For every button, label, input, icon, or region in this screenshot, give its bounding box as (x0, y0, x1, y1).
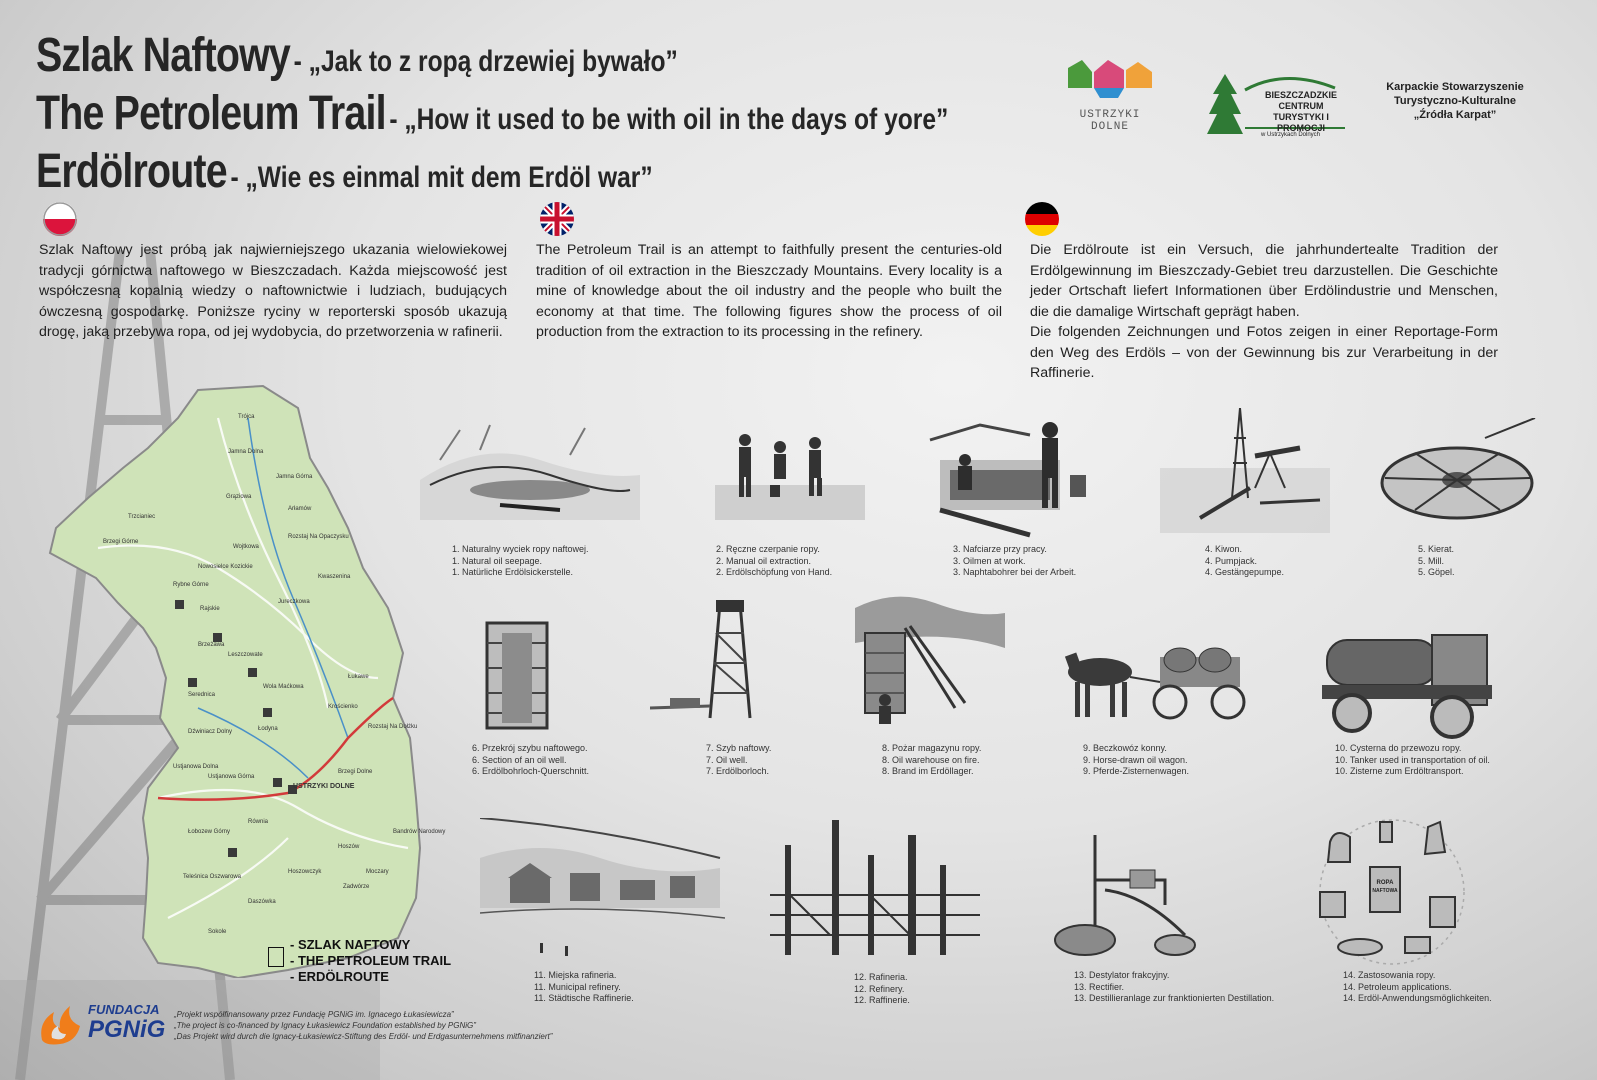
fundacja-pgnig-logo (36, 1000, 166, 1046)
map-place-label: Serednica (188, 692, 216, 698)
caption-8-de: 8. Brand im Erdöllager. (882, 766, 974, 776)
centrum-line-1: BIESZCZADZKIE (1265, 90, 1337, 100)
intro-german (1030, 240, 1498, 384)
caption-9 (1083, 743, 1189, 778)
caption-5-pl: 5. Kierat. (1418, 544, 1455, 554)
german-flag-icon (1025, 202, 1059, 236)
map-place-label: Leszczowate (228, 652, 263, 658)
illustration-oilmen-at-work (920, 410, 1100, 540)
caption-1-en: 1. Natural oil seepage. (452, 555, 543, 566)
map-place-label: Hoszowczyk (288, 869, 322, 875)
caption-2-de: 2. Erdölschöpfung von Hand. (716, 567, 833, 577)
caption-4-de: 4. Gestängepumpe. (1205, 567, 1285, 577)
illustration-tanker (1322, 625, 1497, 740)
centrum-logo-subtext: w Ustrzykach Dolnych (1261, 132, 1321, 138)
caption-5 (1418, 544, 1455, 579)
funding-note-en: „The project is co-financed by Ignacy Łukasiewicz Foundation established by PGNiG” (174, 1021, 476, 1030)
caption-8-en: 8. Oil warehouse on fire. (882, 754, 980, 765)
caption-2-en: 2. Manual oil extraction. (716, 555, 812, 566)
caption-14-en: 14. Petroleum applications. (1343, 981, 1452, 992)
map-place-label: Jureczkowa (278, 599, 310, 605)
map-place-label: Rozstaj Na Dołżku (368, 724, 418, 730)
caption-8 (882, 743, 981, 778)
map-place-label: Hoszów (338, 844, 360, 850)
intro-english: The Petroleum Trail is an attempt to faithfully present the centuries-old tradition of oil extraction in the Bieszczady Mountains. Every locality is a mine of knowledge about the oil industry and the people who built the economy at that time. The following figures show the process of oil production from the extraction to its processing in the refinery. (536, 242, 1002, 340)
title-german-sub: - „Wie es einmal mit dem Erdöl war” (230, 161, 653, 194)
caption-12-pl: 12. Rafineria. (854, 972, 908, 982)
map-place-label: Bandrów Narodowy (393, 829, 446, 835)
map-place-label: Rozstaj Na Opaczysku (288, 534, 349, 540)
caption-9-pl: 9. Beczkowóz konny. (1083, 743, 1167, 753)
karpackie-stowarzyszenie-logo (1360, 80, 1550, 122)
caption-12 (854, 972, 910, 1007)
map-place-label: Ustjanowa Górna (208, 774, 255, 780)
caption-5-de: 5. Göpel. (1418, 567, 1455, 577)
illustration-mill (1375, 418, 1540, 528)
map-place-label: Trzcianiec (128, 514, 156, 520)
illustration-oil-well (650, 598, 810, 723)
caption-3-pl: 3. Nafciarze przy pracy. (953, 544, 1047, 554)
caption-13-de: 13. Destillieranlage zur franktionierten Destillation. (1074, 993, 1275, 1003)
karpackie-line-3: „Źródła Karpat” (1413, 109, 1497, 121)
caption-12-en: 12. Refinery. (854, 983, 905, 994)
caption-8-pl: 8. Pożar magazynu ropy. (882, 743, 982, 753)
map-place-label: Jamna Górna (276, 474, 313, 480)
caption-7-pl: 7. Szyb naftowy. (706, 743, 772, 753)
caption-3 (953, 544, 1076, 579)
title-polish (36, 28, 678, 83)
map-place-label: Równia (248, 819, 269, 825)
caption-9-en: 9. Horse-drawn oil wagon. (1083, 754, 1188, 765)
uk-flag-icon (540, 202, 574, 236)
caption-13 (1074, 970, 1274, 1005)
caption-10 (1335, 743, 1490, 778)
caption-1-pl: 1. Naturalny wyciek ropy naftowej. (452, 544, 589, 554)
map-place-label: Brzegi Górne (103, 539, 139, 545)
caption-13-en: 13. Rectifier. (1074, 981, 1125, 992)
caption-3-en: 3. Oilmen at work. (953, 555, 1026, 566)
caption-3-de: 3. Naphtabohrer bei der Arbeit. (953, 567, 1077, 577)
map-place-label: Brzeżawa (198, 642, 225, 648)
caption-11 (534, 970, 634, 1005)
caption-6-en: 6. Section of an oil well. (472, 754, 567, 765)
caption-6-de: 6. Erdölbohrloch-Querschnitt. (472, 766, 590, 776)
caption-7 (706, 743, 771, 778)
caption-14 (1343, 970, 1492, 1005)
map-place-label: Łukawe (348, 674, 369, 680)
caption-1 (452, 544, 589, 579)
caption-7-en: 7. Oil well. (706, 754, 748, 765)
centrum-logo-text (1251, 90, 1351, 134)
map-place-label: Łodyna (258, 726, 278, 732)
legend-polish: - SZLAK NAFTOWY (290, 937, 411, 952)
fundacja-text: FUNDACJA (88, 1002, 160, 1017)
illustration-horse-wagon (1050, 632, 1250, 727)
can-label-1: ROPA (1376, 880, 1394, 886)
map-place-label: Jamna Dolna (228, 449, 264, 455)
funding-note-pl: „Projekt współfinansowany przez Fundację PGNiG im. Ignacego Łukasiewicza” (174, 1010, 454, 1019)
title-english (36, 86, 948, 141)
polish-flag-icon (43, 202, 77, 236)
caption-5-en: 5. Mill. (1418, 555, 1445, 566)
map-place-label: USTRZYKI DOLNE (293, 783, 355, 790)
intro-polish: Szlak Naftowy jest próbą jak najwierniejszego ukazania wielowiekowej tradycji górnictwa naftowego w Bieszczadach. Każda miejscowość jest współczesną kopalnią wiedzy o naftownictwie i ludziach, budujących ówczesną gospodarkę. Poniższe ryciny w reporterski sposób ukazują drogę, jaką przebywa ropa, od jej wydobycia, do przetworzenia w rafinerii. (39, 242, 507, 340)
map-place-label: Wojtkowa (233, 544, 259, 550)
pgnig-flame-icon (36, 1000, 84, 1046)
caption-14-de: 14. Erdöl-Anwendungsmöglichkeiten. (1343, 993, 1492, 1003)
karpackie-line-1: Karpackie Stowarzyszenie (1386, 81, 1524, 93)
map-place-label: Arłamów (288, 506, 312, 512)
title-english-sub: - „How it used to be with oil in the days of yore” (389, 103, 949, 136)
caption-4-pl: 4. Kiwon. (1205, 544, 1243, 554)
caption-11-pl: 11. Miejska rafineria. (534, 970, 617, 980)
oil-well-legend-icon (268, 947, 284, 967)
intro-german-part-2: Die folgenden Zeichnungen und Fotos zeigen in einer Reportage-Form den Weg des Erdöls – von der Gewinnung bis zur Verarbeitung in der Raffinerie. (1030, 324, 1498, 381)
map-place-label: Nowosielce Kozickie (198, 564, 253, 570)
caption-1-de: 1. Natürliche Erdölsickerstelle. (452, 567, 574, 577)
illustration-well-section (482, 618, 552, 733)
caption-14-pl: 14. Zastosowania ropy. (1343, 970, 1436, 980)
funding-notes (174, 1009, 552, 1042)
map-place-label: Moczary (366, 869, 389, 875)
map-place-label: Rybne Górne (173, 582, 209, 588)
map-place-label: Krościenko (328, 704, 358, 710)
caption-13-pl: 13. Destylator frakcyjny. (1074, 970, 1170, 980)
karpackie-line-2: Turystyczno-Kulturalne (1393, 95, 1517, 107)
caption-10-en: 10. Tanker used in transportation of oil. (1335, 754, 1490, 765)
title-german-main: Erdölroute (36, 145, 227, 198)
caption-10-pl: 10. Cysterna do przewozu ropy. (1335, 743, 1462, 753)
map-place-label: Zadwórze (343, 884, 370, 890)
illustration-refinery (770, 815, 980, 955)
map-place-label: Daszówka (248, 899, 276, 905)
caption-7-de: 7. Erdölborloch. (706, 766, 770, 776)
route-map (48, 378, 458, 978)
centrum-line-2: CENTRUM (1278, 101, 1324, 111)
illustration-pumpjack (1160, 408, 1330, 533)
partner-logos (1060, 58, 1570, 158)
map-place-label: Ustjanowa Dolna (173, 764, 219, 770)
map-place-label: Trójca (238, 414, 255, 420)
illustration-petroleum-applications (1310, 812, 1475, 967)
caption-2 (716, 544, 832, 579)
map-place-label: Wola Maćkowa (263, 684, 304, 690)
illustration-warehouse-fire (855, 588, 1005, 733)
can-label-2: NAFTOWA (1372, 888, 1398, 894)
illustration-rectifier (1045, 835, 1205, 960)
title-english-main: The Petroleum Trail (36, 87, 386, 140)
caption-10-de: 10. Zisterne zum Erdöltransport. (1335, 766, 1464, 776)
legend-german: - ERDÖLROUTE (290, 969, 389, 984)
illustration-natural-seepage (420, 420, 640, 520)
caption-2-pl: 2. Ręczne czerpanie ropy. (716, 544, 820, 554)
illustration-municipal-refinery (480, 818, 725, 963)
map-place-label: Grąziowa (226, 494, 252, 500)
map-place-label: Rajskie (200, 606, 220, 612)
map-place-label: Brzegi Dolne (338, 769, 373, 775)
map-place-label: Łobozew Górny (188, 829, 231, 835)
centrum-line-3: TURYSTYKI I PROMOCJI (1273, 112, 1329, 133)
illustration-manual-extraction (715, 425, 865, 520)
caption-6-pl: 6. Przekrój szybu naftowego. (472, 743, 588, 753)
legend-english: - THE PETROLEUM TRAIL (290, 953, 452, 968)
caption-11-de: 11. Städtische Raffinerie. (534, 993, 634, 1003)
bieszczadzkie-centrum-logo (1205, 70, 1355, 140)
ustrzyki-mountains-icon (1068, 58, 1152, 98)
map-place-label: Sokole (208, 929, 227, 935)
map-place-label: Dźwiniacz Dolny (188, 729, 233, 735)
title-german (36, 144, 653, 199)
map-place-label: Kwaszenina (318, 574, 351, 580)
ustrzyki-logo-text: USTRZYKI DOLNE (1079, 109, 1141, 133)
caption-11-en: 11. Municipal refinery. (534, 981, 621, 992)
caption-4 (1205, 544, 1284, 579)
caption-4-en: 4. Pumpjack. (1205, 555, 1258, 566)
title-polish-sub: - „Jak to z ropą drzewiej bywało” (293, 45, 678, 78)
intro-german-part-1: Die Erdölroute ist ein Versuch, die jahrhundertealte Tradition der Erdölgewinnung im Bieszczady-Gebiet treu darzustellen. Die Geschichte jeder Ortschaft liefert Informationen über Erdölindustrie und Menschen, die die damalige Wirtschaft geprägt haben. (1030, 242, 1498, 320)
funding-note-de: „Das Projekt wird durch die Ignacy-Łukasiewicz-Stiftung des Erdöl- und Erdgasunternehmens mitfinanziert” (174, 1032, 553, 1041)
caption-6 (472, 743, 589, 778)
pgnig-text: PGNiG (88, 1016, 166, 1043)
title-polish-main: Szlak Naftowy (36, 29, 291, 82)
caption-12-de: 12. Raffinerie. (854, 995, 910, 1005)
ustrzyki-dolne-logo (1060, 58, 1160, 133)
map-place-label: Teleśnica Oszwarowa (183, 874, 242, 880)
legend-text (290, 937, 451, 985)
caption-9-de: 9. Pferde-Zisternenwagen. (1083, 766, 1190, 776)
